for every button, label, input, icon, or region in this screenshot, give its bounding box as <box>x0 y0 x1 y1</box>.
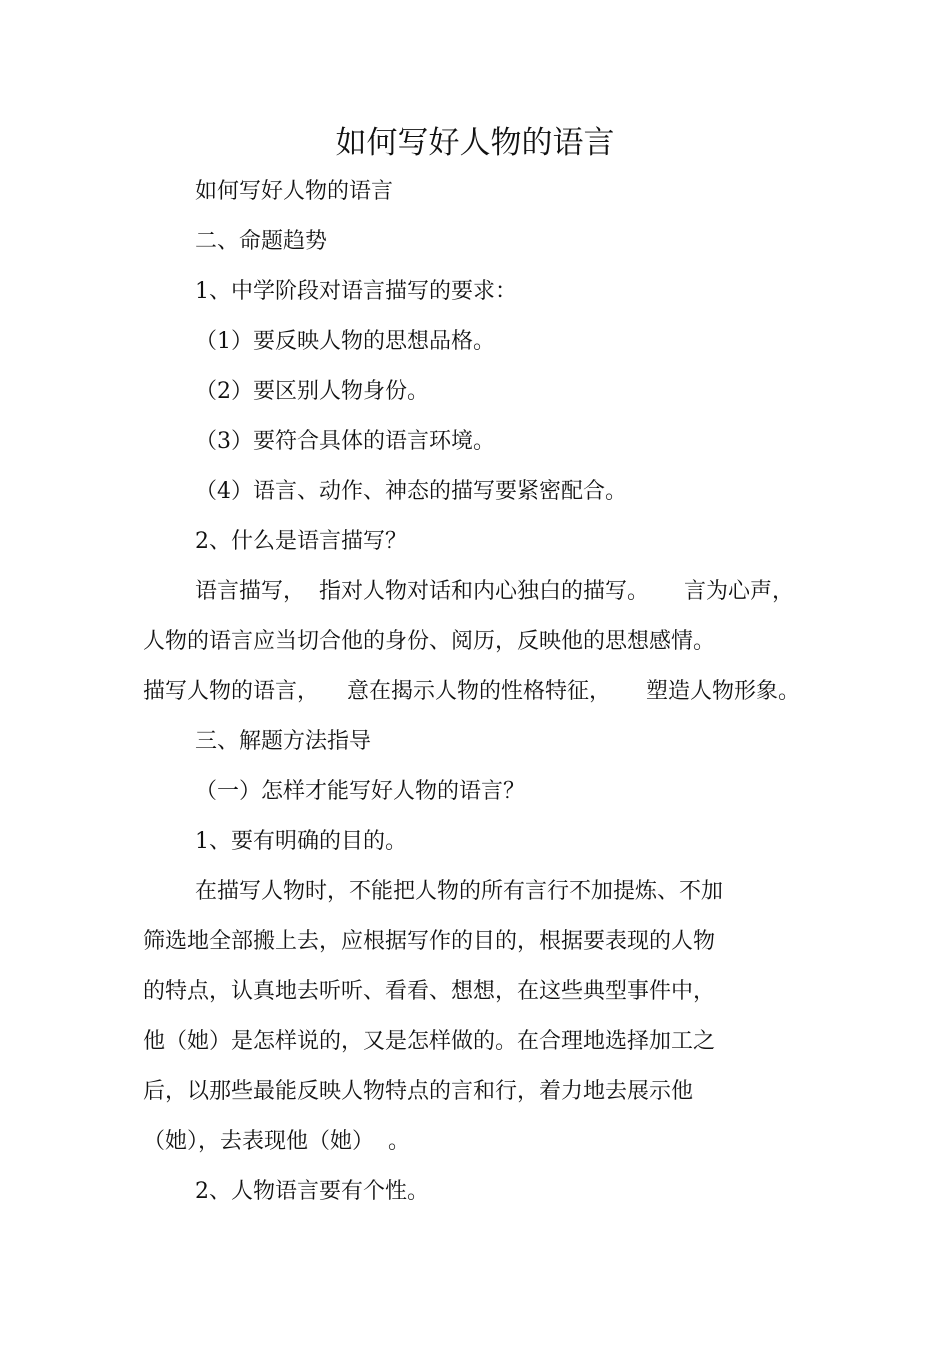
paragraph-line: 人物的语言应当切合他的身份、阅历，反映他的思想感情。 <box>143 629 716 654</box>
paragraph-line: 2、人物语言要有个性。 <box>195 1179 429 1204</box>
paragraph-line: 语言描写， 指对人物对话和内心独白的描写。 言为心声， <box>195 579 794 604</box>
paragraph-line: 的特点，认真地去听听、看看、想想，在这些典型事件中， <box>143 979 716 1004</box>
section-heading: 三、解题方法指导 <box>195 729 372 754</box>
paragraph-line: 描写人物的语言， 意在揭示人物的性格特征， 塑造人物形象。 <box>143 679 800 704</box>
paragraph-line: 筛选地全部搬上去，应根据写作的目的，根据要表现的人物 <box>143 929 716 954</box>
list-item: （3）要符合具体的语言环境。 <box>195 429 495 454</box>
document-title: 如何写好人物的语言 <box>335 125 615 161</box>
section-heading: 二、命题趋势 <box>195 229 328 254</box>
paragraph-line: 如何写好人物的语言 <box>195 179 394 204</box>
list-item: （2）要区别人物身份。 <box>195 379 429 404</box>
list-item: （1）要反映人物的思想品格。 <box>195 329 495 354</box>
paragraph-line: （她），去表现他（她） 。 <box>143 1129 410 1154</box>
paragraph-line: 他（她）是怎样说的，又是怎样做的。在合理地选择加工之 <box>143 1029 716 1054</box>
subsection-heading: （一）怎样才能写好人物的语言？ <box>195 779 526 804</box>
paragraph-line: 2、什么是语言描写？ <box>195 529 407 554</box>
paragraph-line: 1、中学阶段对语言描写的要求： <box>195 279 517 304</box>
paragraph-line: 在描写人物时，不能把人物的所有言行不加提炼、不加 <box>195 879 724 904</box>
paragraph-line: 后，以那些最能反映人物特点的言和行，着力地去展示他 <box>143 1079 694 1104</box>
list-item: （4）语言、动作、神态的描写要紧密配合。 <box>195 479 627 504</box>
paragraph-line: 1、要有明确的目的。 <box>195 829 407 854</box>
